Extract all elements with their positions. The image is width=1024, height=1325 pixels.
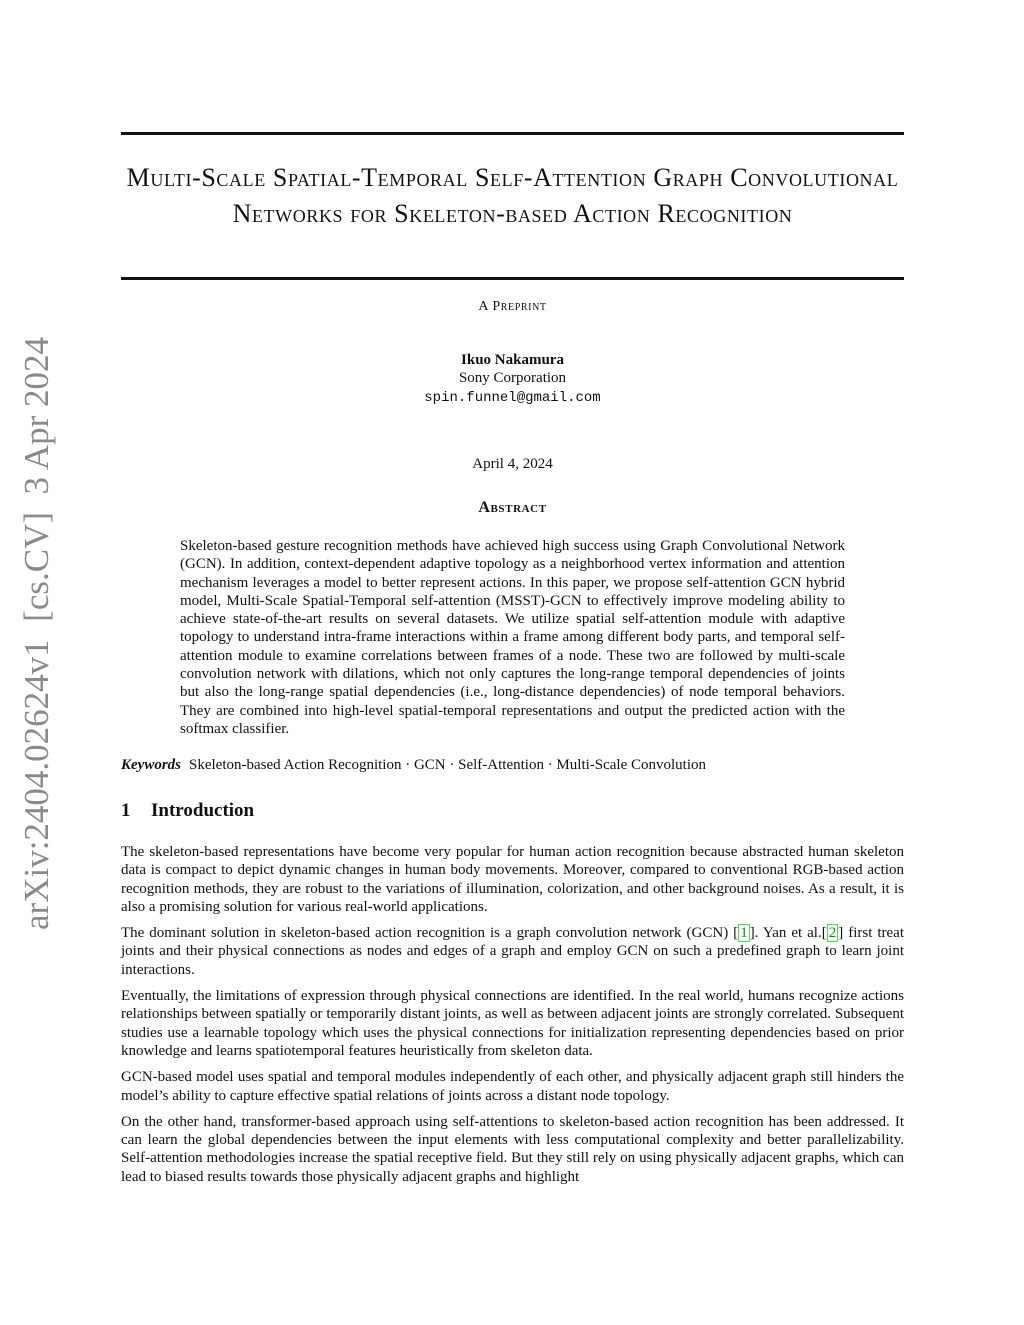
keywords-list: Skeleton-based Action Recognition · GCN · Self-Attention · Multi-Scale Convolution — [189, 757, 707, 773]
publication-date: April 4, 2024 — [472, 456, 553, 472]
abstract-heading: Abstract — [478, 499, 547, 516]
section-title: Introduction — [151, 800, 255, 821]
citation-link-2[interactable]: 2 — [828, 925, 837, 942]
citation-link-1[interactable]: 1 — [740, 925, 748, 942]
section-number: 1 — [121, 800, 131, 821]
arxiv-identifier: arXiv:2404.02624v1 [cs.CV] 3 Apr 2024 — [17, 336, 56, 930]
keywords-line — [121, 757, 904, 774]
abstract-text: Skeleton-based gesture recognition methods have achieved high success using Graph Convolutional Network (GCN). In addition, context-dependent adaptive topology as a neighborhood vertex information and attention mechanism leverages a model to better represent actions. In this paper, we propose self-attention GCN hybrid model, Multi-Scale Spatial-Temporal self-attention (MSST)-GCN to effectively improve modeling ability to achieve state-of-the-art results on several datasets. We utilize spatial self-attention module with adaptive topology to understand intra-frame interactions within a frame among different body parts, and temporal self-attention module to examine correlations between frames of a node. These two are followed by multi-scale convolution network with dilations, which not only captures the long-range temporal dependencies of joints but also the long-range spatial dependencies (i.e., long-distance dependencies) of node temporal behaviors. They are combined into high-level spatial-temporal representations and output the predicted action with the softmax classifier. — [180, 538, 845, 737]
author-affiliation: Sony Corporation — [458, 370, 567, 386]
intro-paragraph-5: On the other hand, transformer-based approach using self-attentions to skeleton-based action recognition has been addressed. It can learn the global dependencies between the input elements with less computational complexity and better parallelizability. Self-attention methodologies increase the spatial receptive field. But they still rely on using physically adjacent graphs, which can lead to biased results towards those physically adjacent graphs and highlight — [121, 1113, 904, 1185]
top-rule — [121, 132, 904, 135]
author-email[interactable]: spin.funnel@gmail.com — [424, 390, 601, 406]
paragraph-2-part-b: ]. Yan et al.[ — [749, 925, 827, 942]
paragraph-2-part-a: The dominant solution in skeleton-based action recognition is a graph convolution network (GCN) [ — [121, 925, 739, 942]
section-heading — [121, 800, 254, 822]
intro-paragraph-4: GCN-based model uses spatial and temporal modules independently of each other, and physically adjacent graph still hinders the model’s ability to capture effective spatial relations of joints across a distant node topology. — [121, 1069, 904, 1104]
paragraph-2-part-c: ] first treat joints and their physical connections as nodes and edges of a graph and employ GCN on such a predefined graph to learn joint interactions. — [121, 925, 904, 978]
intro-paragraph-3: Eventually, the limitations of expression through physical connections are identified. In the real world, humans recognize actions relationships between spatially or temporarily distant joints, as well as between adjacent joints are strongly correlated. Subsequent studies use a learnable topology which uses the physical connections for initialization representing dependencies based on prior knowledge and learns spatiotemporal features heuristically from skeleton data. — [121, 988, 904, 1059]
title-bottom-rule — [121, 277, 904, 280]
paper-title: Multi-Scale Spatial-Temporal Self-Attention Graph Convolutional Networks for Skeleton-based Action Recognition — [126, 163, 899, 228]
introduction-body — [121, 843, 904, 1194]
preprint-label: A Preprint — [478, 299, 547, 314]
intro-paragraph-2 — [121, 924, 904, 979]
keywords-label: Keywords — [121, 757, 181, 773]
intro-paragraph-1: The skeleton-based representations have become very popular for human action recognition because abstracted human skeleton data is compact to depict dynamic changes in human body movements. Moreover, compared to conventional RGB-based action recognition methods, they are robust to the variations of illumination, colorization, and other background noises. As a result, it is also a promising solution for various real-world applications. — [121, 844, 904, 915]
author-name: Ikuo Nakamura — [461, 352, 564, 368]
